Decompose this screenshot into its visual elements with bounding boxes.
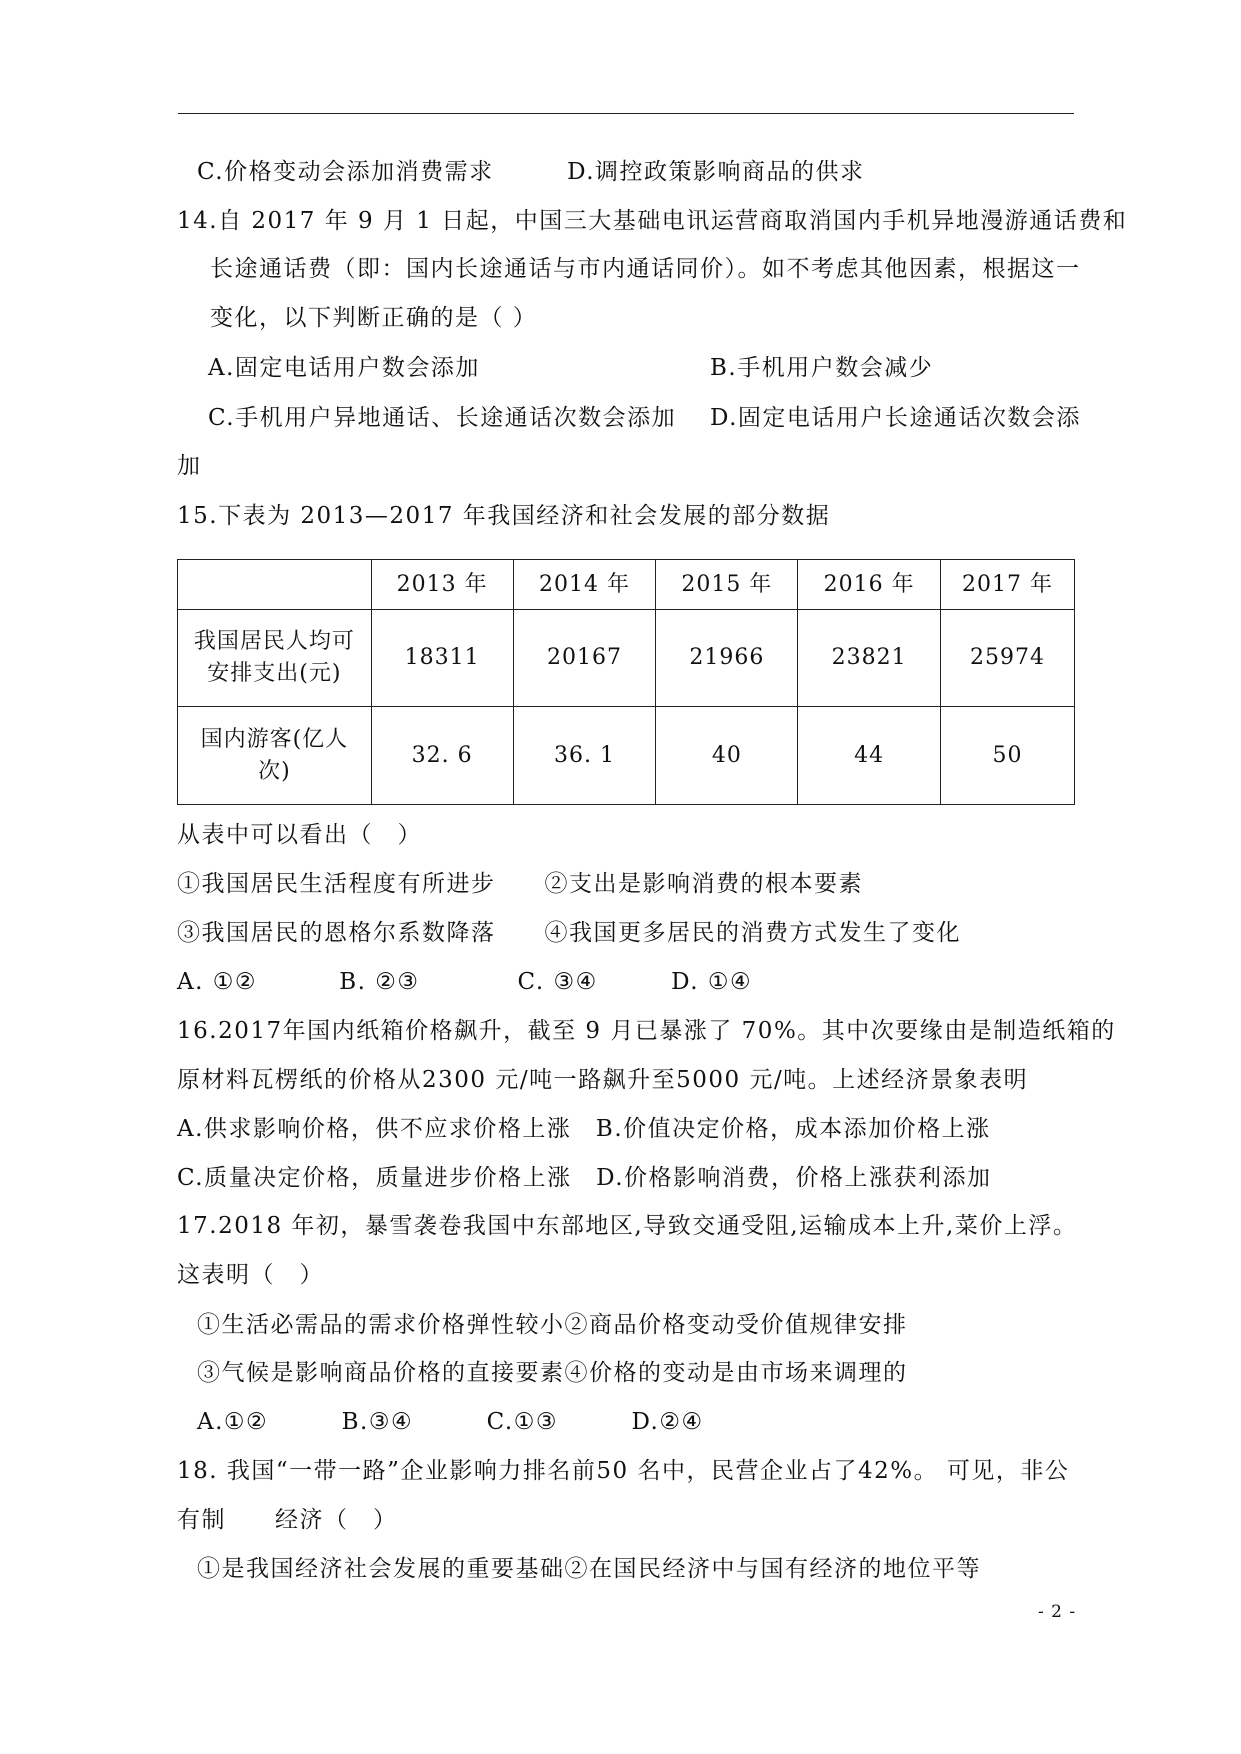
q15-options-12: ①我国居民生活程度有所进步 ②支出是影响消费的根本要素 <box>177 871 863 897</box>
q15-answers: A. ①② B. ②③ C. ③④ D. ①④ <box>177 969 753 995</box>
table-cell: 32. 6 <box>371 707 513 805</box>
table-cell: 25974 <box>941 610 1075 707</box>
q17-answers: A.①② B.③④ C.①③ D.②④ <box>197 1409 704 1435</box>
data-table <box>177 559 1075 805</box>
header-rule <box>178 113 1074 114</box>
table-cell: 23821 <box>798 610 941 707</box>
q13-option-cd: C.价格变动会添加消费需求 D.调控政策影响商品的供求 <box>197 159 865 185</box>
q15-title: 15.下表为 2013—2017 年我国经济和社会发展的部分数据 <box>177 503 831 529</box>
q14-stem-line3: 变化，以下判断正确的是（ ） <box>210 305 538 331</box>
q16-stem-line1: 16.2017年国内纸箱价格飙升，截至 9 月已暴涨了 70%。其中次要缘由是制造纸箱的 <box>177 1018 1116 1044</box>
table-row-label: 国内游客(亿人次) <box>178 707 372 805</box>
table-header-cell <box>178 560 372 610</box>
table-row <box>178 707 1075 805</box>
q14-option-a: A.固定电话用户数会添加 <box>208 355 480 381</box>
q16-option-ab: A.供求影响价格，供不应求价格上涨 B.价值决定价格，成本添加价格上涨 <box>177 1116 991 1142</box>
table-header-cell: 2014 年 <box>513 560 656 610</box>
table-header-row <box>178 560 1075 610</box>
q17-options-34: ③气候是影响商品价格的直接要素④价格的变动是由市场来调理的 <box>197 1360 908 1386</box>
table-row <box>178 610 1075 707</box>
table-cell: 40 <box>656 707 798 805</box>
table-cell: 21966 <box>656 610 798 707</box>
q14-stem-line1: 14.自 2017 年 9 月 1 日起，中国三大基础电讯运营商取消国内手机异地漫游通话费和 <box>177 208 1128 234</box>
q18-stem-line1: 18. 我国“一带一路”企业影响力排名前50 名中，民营企业占了42%。 可见，非公 <box>177 1458 1070 1484</box>
table-cell: 20167 <box>513 610 656 707</box>
q16-stem-line2: 原材料瓦楞纸的价格从2300 元/吨一路飙升至5000 元/吨。上述经济景象表明 <box>177 1067 1029 1093</box>
table-header-cell: 2017 年 <box>941 560 1075 610</box>
table-header-cell: 2016 年 <box>798 560 941 610</box>
q14-option-d: D.固定电话用户长途通话次数会添 <box>710 405 1081 431</box>
q15-stem: 从表中可以看出（ ） <box>177 822 422 848</box>
table-cell: 18311 <box>371 610 513 707</box>
page-number: - 2 - <box>1038 1602 1077 1622</box>
table-header-cell: 2015 年 <box>656 560 798 610</box>
q18-options-12: ①是我国经济社会发展的重要基础②在国民经济中与国有经济的地位平等 <box>197 1556 981 1582</box>
table-cell: 44 <box>798 707 941 805</box>
table-cell: 36. 1 <box>513 707 656 805</box>
q14-stem-line2: 长途通话费（即：国内长途通话与市内通话同价）。如不考虑其他因素，根据这一 <box>210 256 1081 282</box>
q17-stem-line2: 这表明（ ） <box>177 1262 324 1288</box>
table-cell: 50 <box>941 707 1075 805</box>
q18-stem-line2: 有制 经济（ ） <box>177 1507 398 1533</box>
q14-option-c: C.手机用户异地通话、长途通话次数会添加 <box>208 405 677 431</box>
table-row-label: 我国居民人均可安排支出(元) <box>178 610 372 707</box>
q17-stem-line1: 17.2018 年初，暴雪袭卷我国中东部地区,导致交通受阻,运输成本上升,菜价上浮。 <box>177 1213 1078 1239</box>
q14-option-b: B.手机用户数会减少 <box>710 355 934 381</box>
table-header-cell: 2013 年 <box>371 560 513 610</box>
q16-option-cd: C.质量决定价格，质量进步价格上涨 D.价格影响消费，价格上涨获利添加 <box>177 1165 992 1191</box>
q14-option-d-wrap: 加 <box>177 453 202 479</box>
q17-options-12: ①生活必需品的需求价格弹性较小②商品价格变动受价值规律安排 <box>197 1312 908 1338</box>
q15-options-34: ③我国居民的恩格尔系数降落 ④我国更多居民的消费方式发生了变化 <box>177 920 961 946</box>
